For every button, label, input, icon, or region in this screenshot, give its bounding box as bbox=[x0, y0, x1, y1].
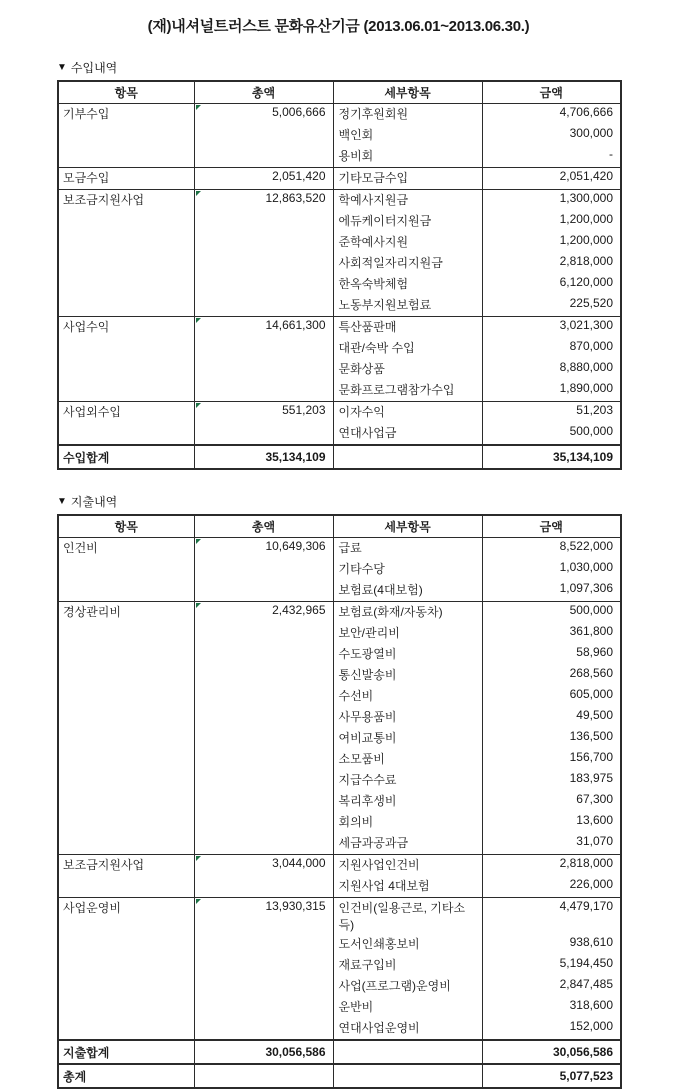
detail-label-cell: 이자수익 bbox=[333, 402, 482, 424]
table-row bbox=[58, 190, 621, 212]
section-marker-icon: ▼ bbox=[57, 495, 67, 507]
detail-amount-cell: 300,000 bbox=[482, 125, 621, 146]
detail-label-cell: 급료 bbox=[333, 538, 482, 560]
detail-label-cell: 수도광열비 bbox=[333, 644, 482, 665]
detail-label-cell: 지급수수료 bbox=[333, 770, 482, 791]
group-total-value: 12,863,520 bbox=[265, 191, 326, 205]
grand-total-label-cell: 총계 bbox=[58, 1064, 194, 1088]
detail-amount-cell: 8,880,000 bbox=[482, 359, 621, 380]
detail-label-cell: 보험료(화재/자동차) bbox=[333, 602, 482, 624]
total-sum-cell: 30,056,586 bbox=[194, 1040, 333, 1064]
group-total-cell bbox=[194, 168, 333, 190]
detail-amount-cell: 318,600 bbox=[482, 997, 621, 1018]
detail-amount-cell: 225,520 bbox=[482, 295, 621, 317]
column-header: 총액 bbox=[194, 81, 333, 104]
detail-amount-cell: 1,200,000 bbox=[482, 232, 621, 253]
group-total-value: 3,044,000 bbox=[272, 856, 326, 870]
formula-flag-icon bbox=[196, 105, 201, 110]
detail-amount-cell: - bbox=[482, 146, 621, 168]
detail-amount-cell: 5,194,450 bbox=[482, 955, 621, 976]
item-cell: 보조금지원사업 bbox=[58, 190, 194, 317]
detail-label-cell: 보험료(4대보험) bbox=[333, 580, 482, 602]
item-cell: 경상관리비 bbox=[58, 602, 194, 855]
formula-flag-icon bbox=[196, 603, 201, 608]
table-row bbox=[58, 317, 621, 339]
detail-amount-cell: 268,560 bbox=[482, 665, 621, 686]
total-detail-cell bbox=[333, 1040, 482, 1064]
detail-label-cell: 기타수당 bbox=[333, 559, 482, 580]
detail-amount-cell: 226,000 bbox=[482, 876, 621, 898]
detail-amount-cell: 8,522,000 bbox=[482, 538, 621, 560]
group-total-value: 10,649,306 bbox=[265, 539, 326, 553]
detail-amount-cell: 58,960 bbox=[482, 644, 621, 665]
formula-flag-icon bbox=[196, 899, 201, 904]
table-row bbox=[58, 898, 621, 935]
detail-amount-cell: 183,975 bbox=[482, 770, 621, 791]
group-total-cell bbox=[194, 190, 333, 317]
detail-amount-cell: 1,097,306 bbox=[482, 580, 621, 602]
detail-label-cell: 사무용품비 bbox=[333, 707, 482, 728]
detail-label-cell: 문화상품 bbox=[333, 359, 482, 380]
detail-label-cell: 운반비 bbox=[333, 997, 482, 1018]
detail-label-cell: 사업(프로그램)운영비 bbox=[333, 976, 482, 997]
detail-amount-cell: 152,000 bbox=[482, 1018, 621, 1040]
column-header: 총액 bbox=[194, 515, 333, 538]
detail-amount-cell: 870,000 bbox=[482, 338, 621, 359]
table-row bbox=[58, 855, 621, 877]
formula-flag-icon bbox=[196, 403, 201, 408]
detail-amount-cell: 156,700 bbox=[482, 749, 621, 770]
detail-amount-cell: 31,070 bbox=[482, 833, 621, 855]
group-total-value: 2,051,420 bbox=[272, 169, 326, 183]
detail-amount-cell: 1,200,000 bbox=[482, 211, 621, 232]
detail-label-cell: 지원사업인건비 bbox=[333, 855, 482, 877]
page-title: (재)내셔널트러스트 문화유산기금 (2013.06.01~2013.06.30.) bbox=[147, 18, 530, 35]
expense-table bbox=[57, 514, 622, 1089]
detail-amount-cell: 6,120,000 bbox=[482, 274, 621, 295]
item-cell: 사업운영비 bbox=[58, 898, 194, 1041]
income-table bbox=[57, 80, 622, 470]
detail-label-cell: 에듀케이터지원금 bbox=[333, 211, 482, 232]
total-detail-cell bbox=[333, 445, 482, 469]
expense-section-title: 지출내역 bbox=[70, 495, 118, 509]
detail-label-cell: 연대사업운영비 bbox=[333, 1018, 482, 1040]
table-row bbox=[58, 602, 621, 624]
group-total-cell bbox=[194, 602, 333, 855]
detail-amount-cell: 938,610 bbox=[482, 934, 621, 955]
formula-flag-icon bbox=[196, 539, 201, 544]
detail-label-cell: 한옥숙박체험 bbox=[333, 274, 482, 295]
detail-amount-cell: 2,818,000 bbox=[482, 253, 621, 274]
item-cell: 보조금지원사업 bbox=[58, 855, 194, 898]
table-row bbox=[58, 104, 621, 126]
detail-amount-cell: 1,300,000 bbox=[482, 190, 621, 212]
detail-amount-cell: 2,847,485 bbox=[482, 976, 621, 997]
detail-label-cell: 여비교통비 bbox=[333, 728, 482, 749]
table-row bbox=[58, 168, 621, 190]
detail-amount-cell: 605,000 bbox=[482, 686, 621, 707]
group-total-cell bbox=[194, 402, 333, 446]
group-total-cell bbox=[194, 855, 333, 898]
total-sum-cell: 35,134,109 bbox=[194, 445, 333, 469]
detail-label-cell: 특산품판매 bbox=[333, 317, 482, 339]
column-header: 금액 bbox=[482, 81, 621, 104]
group-total-value: 14,661,300 bbox=[265, 318, 326, 332]
grand-total-amount-cell: 5,077,523 bbox=[482, 1064, 621, 1088]
detail-amount-cell: 1,890,000 bbox=[482, 380, 621, 402]
income-section-title: 수입내역 bbox=[70, 61, 118, 75]
detail-amount-cell: 13,600 bbox=[482, 812, 621, 833]
detail-label-cell: 보안/관리비 bbox=[333, 623, 482, 644]
column-header: 세부항목 bbox=[333, 81, 482, 104]
column-header: 세부항목 bbox=[333, 515, 482, 538]
detail-label-cell: 회의비 bbox=[333, 812, 482, 833]
detail-label-cell: 세금과공과금 bbox=[333, 833, 482, 855]
detail-amount-cell: 3,021,300 bbox=[482, 317, 621, 339]
detail-label-cell: 연대사업금 bbox=[333, 423, 482, 445]
detail-label-cell: 수선비 bbox=[333, 686, 482, 707]
group-total-cell bbox=[194, 538, 333, 602]
table-row bbox=[58, 538, 621, 560]
grand-total-detail-cell bbox=[333, 1064, 482, 1088]
detail-label-cell: 대관/숙박 수입 bbox=[333, 338, 482, 359]
detail-label-cell: 준학예사지원 bbox=[333, 232, 482, 253]
total-row bbox=[58, 1040, 621, 1064]
group-total-cell bbox=[194, 317, 333, 402]
total-label-cell: 지출합계 bbox=[58, 1040, 194, 1064]
table-row bbox=[58, 402, 621, 424]
detail-label-cell: 지원사업 4대보험 bbox=[333, 876, 482, 898]
detail-amount-cell: 67,300 bbox=[482, 791, 621, 812]
detail-amount-cell: 51,203 bbox=[482, 402, 621, 424]
formula-flag-icon bbox=[196, 191, 201, 196]
item-cell: 인건비 bbox=[58, 538, 194, 602]
income-section-label bbox=[57, 59, 620, 76]
group-total-value: 5,006,666 bbox=[272, 105, 326, 119]
total-amount-cell: 30,056,586 bbox=[482, 1040, 621, 1064]
detail-label-cell: 정기후원회원 bbox=[333, 104, 482, 126]
item-cell: 사업외수입 bbox=[58, 402, 194, 446]
formula-flag-icon bbox=[196, 856, 201, 861]
total-row bbox=[58, 445, 621, 469]
detail-amount-cell: 4,706,666 bbox=[482, 104, 621, 126]
detail-label-cell: 노동부지원보험료 bbox=[333, 295, 482, 317]
group-total-value: 551,203 bbox=[282, 403, 326, 417]
detail-label-cell: 재료구입비 bbox=[333, 955, 482, 976]
detail-label-cell: 용비회 bbox=[333, 146, 482, 168]
report-body bbox=[57, 59, 620, 1089]
detail-amount-cell: 4,479,170 bbox=[482, 898, 621, 935]
detail-amount-cell: 49,500 bbox=[482, 707, 621, 728]
detail-label-cell: 통신발송비 bbox=[333, 665, 482, 686]
grand-total-row bbox=[58, 1064, 621, 1088]
detail-label-cell: 인건비(일용근로, 기타소득) bbox=[333, 898, 482, 935]
detail-label-cell: 백인회 bbox=[333, 125, 482, 146]
detail-label-cell: 사회적일자리지원금 bbox=[333, 253, 482, 274]
column-header: 항목 bbox=[58, 81, 194, 104]
column-header: 항목 bbox=[58, 515, 194, 538]
formula-flag-icon bbox=[196, 318, 201, 323]
detail-amount-cell: 1,030,000 bbox=[482, 559, 621, 580]
detail-label-cell: 복리후생비 bbox=[333, 791, 482, 812]
group-total-cell bbox=[194, 104, 333, 168]
group-total-value: 13,930,315 bbox=[265, 899, 326, 913]
detail-label-cell: 소모품비 bbox=[333, 749, 482, 770]
detail-amount-cell: 361,800 bbox=[482, 623, 621, 644]
detail-amount-cell: 2,051,420 bbox=[482, 168, 621, 190]
item-cell: 기부수입 bbox=[58, 104, 194, 168]
expense-section-label bbox=[57, 493, 620, 510]
total-amount-cell: 35,134,109 bbox=[482, 445, 621, 469]
header-row bbox=[58, 515, 621, 538]
total-label-cell: 수입합계 bbox=[58, 445, 194, 469]
group-total-value: 2,432,965 bbox=[272, 603, 326, 617]
detail-amount-cell: 136,500 bbox=[482, 728, 621, 749]
group-total-cell bbox=[194, 898, 333, 1041]
detail-label-cell: 문화프로그램참가수입 bbox=[333, 380, 482, 402]
grand-total-empty-cell bbox=[194, 1064, 333, 1088]
detail-label-cell: 기타모금수입 bbox=[333, 168, 482, 190]
detail-label-cell: 학예사지원금 bbox=[333, 190, 482, 212]
detail-amount-cell: 500,000 bbox=[482, 423, 621, 445]
detail-amount-cell: 2,818,000 bbox=[482, 855, 621, 877]
detail-label-cell: 도서인쇄홍보비 bbox=[333, 934, 482, 955]
header-row bbox=[58, 81, 621, 104]
detail-amount-cell: 500,000 bbox=[482, 602, 621, 624]
section-marker-icon: ▼ bbox=[57, 61, 67, 73]
item-cell: 모금수입 bbox=[58, 168, 194, 190]
item-cell: 사업수익 bbox=[58, 317, 194, 402]
column-header: 금액 bbox=[482, 515, 621, 538]
